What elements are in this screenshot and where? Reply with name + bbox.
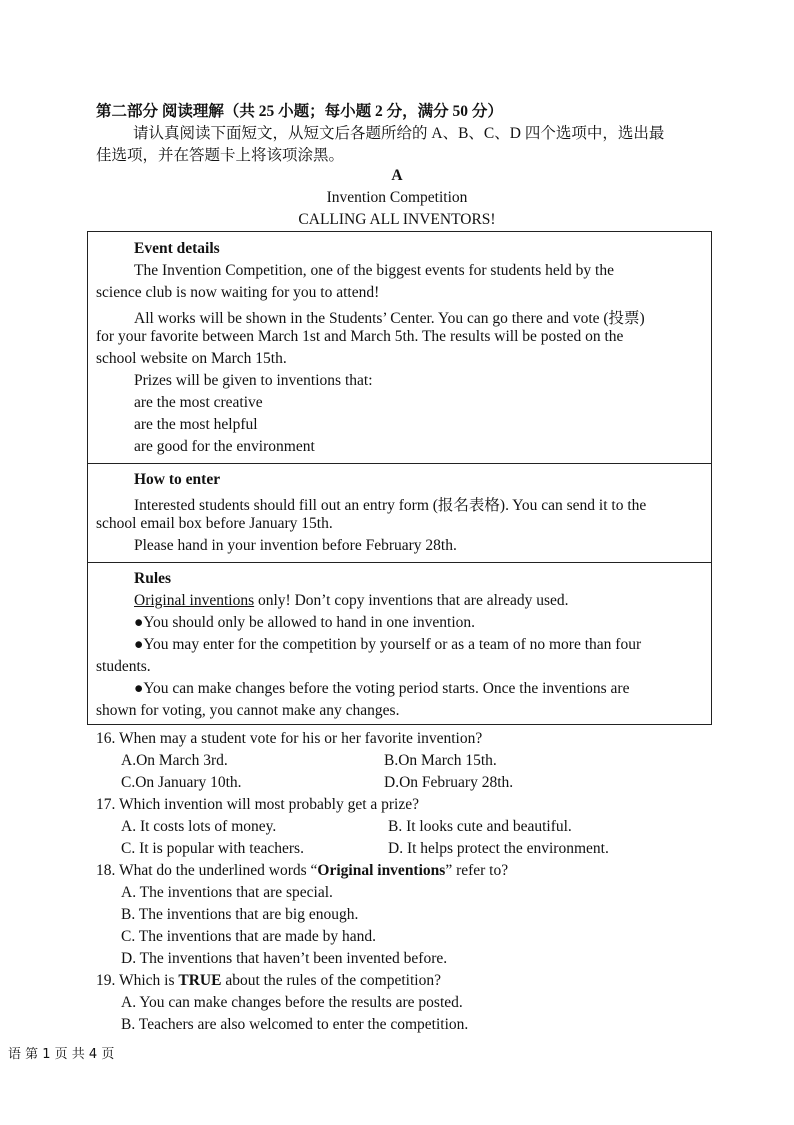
q18-stem: [96, 862, 508, 880]
q19-stem-bold: TRUE: [178, 972, 222, 989]
rules-line6: shown for voting, you cannot make any changes.: [96, 702, 400, 719]
q18-option-b[interactable]: B. The inventions that are big enough.: [121, 906, 359, 923]
passage-subtitle: CALLING ALL INVENTORS!: [298, 211, 496, 228]
enter-line2: school email box before January 15th.: [96, 515, 333, 532]
rules-line2: ●You should only be allowed to hand in one invention.: [134, 614, 476, 631]
instruction-line-1: 请认真阅读下面短文，从短文后各题所给的 A、B、C、D 四个选项中，选出最: [133, 125, 665, 142]
q18-stem-bold: Original inventions: [317, 862, 446, 879]
q19-option-a[interactable]: A. You can make changes before the results are posted.: [121, 994, 463, 1011]
passage-title: Invention Competition: [326, 189, 468, 206]
instruction-line-2: 佳选项，并在答题卡上将该项涂黑。: [96, 147, 345, 164]
q18-stem-post: ” refer to?: [445, 862, 509, 879]
q18-option-d[interactable]: D. The inventions that haven’t been invented before.: [121, 950, 448, 967]
q17-option-c[interactable]: C. It is popular with teachers.: [121, 840, 304, 857]
prize-creative: are the most creative: [134, 394, 263, 411]
rules-line5: ●You can make changes before the voting period starts. Once the inventions are: [134, 680, 630, 697]
q16-option-c[interactable]: C.On January 10th.: [121, 774, 242, 791]
q16-stem: 16. When may a student vote for his or her favorite invention?: [96, 730, 483, 747]
enter-heading: How to enter: [134, 471, 221, 488]
q19-option-b[interactable]: B. Teachers are also welcomed to enter the competition.: [121, 1016, 469, 1033]
rules-line3: ●You may enter for the competition by yourself or as a team of no more than four: [134, 636, 642, 653]
rules-line1: [134, 592, 569, 610]
section-title: 第二部分 阅读理解（共 25 小题；每小题 2 分，满分 50 分）: [96, 103, 503, 120]
q18-stem-pre: 18. What do the underlined words “: [96, 862, 318, 879]
rules-heading: Rules: [134, 570, 172, 587]
event-p2-line1: All works will be shown in the Students’ Center. You can go there and vote (投票): [134, 310, 645, 327]
q19-stem: [96, 972, 441, 990]
q16-option-a[interactable]: A.On March 3rd.: [121, 752, 228, 769]
q16-option-d[interactable]: D.On February 28th.: [384, 774, 514, 791]
event-heading: Event details: [134, 240, 220, 257]
enter-line1: Interested students should fill out an entry form (报名表格). You can send it to the: [134, 497, 647, 514]
rules-line4: students.: [96, 658, 151, 675]
prizes-intro: Prizes will be given to inventions that:: [134, 372, 373, 389]
enter-line3: Please hand in your invention before February 28th.: [134, 537, 457, 554]
prize-helpful: are the most helpful: [134, 416, 258, 433]
q17-option-d[interactable]: D. It helps protect the environment.: [388, 840, 609, 857]
passage-label: A: [391, 167, 403, 184]
q17-stem: 17. Which invention will most probably get a prize?: [96, 796, 419, 813]
q19-stem-pre: 19. Which is: [96, 972, 179, 989]
q17-option-b[interactable]: B. It looks cute and beautiful.: [388, 818, 572, 835]
event-p1-line2: science club is now waiting for you to attend!: [96, 284, 380, 301]
q16-option-b[interactable]: B.On March 15th.: [384, 752, 497, 769]
event-p1-line1: The Invention Competition, one of the biggest events for students held by the: [134, 262, 614, 279]
q18-option-a[interactable]: A. The inventions that are special.: [121, 884, 333, 901]
underlined-words: Original inventions: [134, 592, 255, 609]
q17-option-a[interactable]: A. It costs lots of money.: [121, 818, 277, 835]
q19-stem-post: about the rules of the competition?: [221, 972, 441, 989]
rules-line1-rest: only! Don’t copy inventions that are already used.: [254, 592, 569, 609]
event-p2-line3: school website on March 15th.: [96, 350, 287, 367]
q18-option-c[interactable]: C. The inventions that are made by hand.: [121, 928, 376, 945]
page-footer: 语 第 1 页 共 4 页: [8, 1047, 115, 1062]
event-p2-line2: for your favorite between March 1st and March 5th. The results will be posted on the: [96, 328, 624, 345]
prize-environment: are good for the environment: [134, 438, 315, 455]
